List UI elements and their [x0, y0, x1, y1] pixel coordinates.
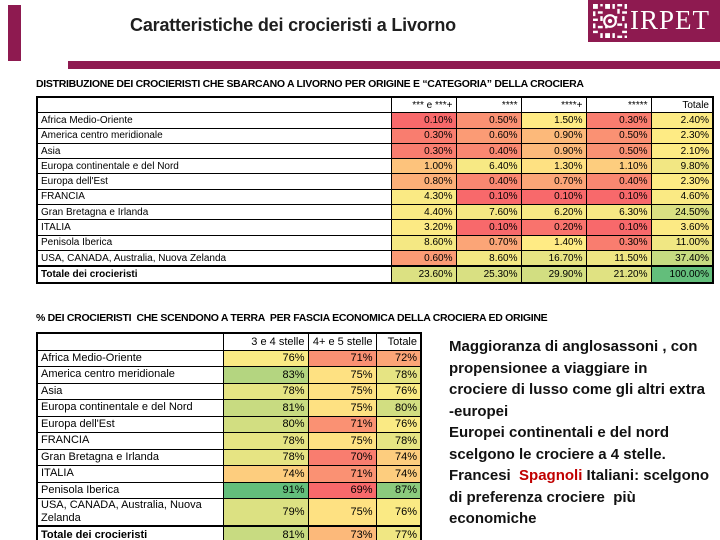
- table-row: [37, 383, 421, 400]
- value-cell: 0.30%: [586, 113, 651, 128]
- distribution-by-category-table: [36, 96, 714, 284]
- notes-segment: di preferenza crociere più: [449, 488, 636, 506]
- value-cell: 0.40%: [456, 143, 521, 158]
- value-cell: 0.30%: [586, 235, 651, 250]
- value-cell: 71%: [308, 350, 376, 367]
- value-cell: 71%: [308, 416, 376, 433]
- value-cell: 6.40%: [456, 159, 521, 174]
- table2-title: % DEI CROCIERISTI CHE SCENDONO A TERRA PER FASCIA ECONOMICA DELLA CROCIERA ED ORIGINE: [36, 312, 548, 324]
- value-cell: 0.10%: [586, 189, 651, 204]
- column-header: 4+ e 5 stelle: [308, 333, 376, 350]
- table1-title: DISTRIBUZIONE DEI CROCIERISTI CHE SBARCANO A LIVORNO PER ORIGINE E “CATEGORIA” DELLA CROCIERA: [36, 78, 584, 90]
- value-cell: 6.20%: [521, 205, 586, 220]
- row-label: Gran Bretagna e Irlanda: [37, 449, 223, 466]
- value-cell: 1.40%: [521, 235, 586, 250]
- value-cell: 76%: [376, 499, 421, 527]
- value-cell: 74%: [223, 466, 308, 483]
- value-cell: 75%: [308, 433, 376, 450]
- irpet-logo: [588, 0, 720, 42]
- row-label: FRANCIA: [37, 433, 223, 450]
- value-cell: 0.50%: [456, 113, 521, 128]
- column-header: [37, 333, 223, 350]
- row-label: Penisola Iberica: [37, 482, 223, 499]
- table-row: [37, 433, 421, 450]
- column-header: *****: [586, 97, 651, 113]
- value-cell: 2.40%: [651, 113, 713, 128]
- value-cell: 78%: [376, 433, 421, 450]
- table-row: [37, 367, 421, 384]
- value-cell: 0.80%: [391, 174, 456, 189]
- value-cell: 0.50%: [586, 143, 651, 158]
- value-cell: 76%: [223, 350, 308, 367]
- value-cell: 9.80%: [651, 159, 713, 174]
- row-label: Penisola Iberica: [37, 235, 391, 250]
- notes-line: [449, 379, 720, 401]
- value-cell: 0.40%: [586, 174, 651, 189]
- value-cell: 0.40%: [456, 174, 521, 189]
- table-row: [37, 499, 421, 527]
- notes-segment: scelgono le crociere a 4 stelle.: [449, 445, 666, 463]
- value-cell: 74%: [376, 466, 421, 483]
- row-label: America centro meridionale: [37, 128, 391, 143]
- table-row: [37, 250, 713, 266]
- value-cell: 23.60%: [391, 266, 456, 282]
- notes-segment: Francesi: [449, 467, 520, 484]
- notes-line: [449, 422, 720, 444]
- row-label: Africa Medio-Oriente: [37, 350, 223, 367]
- value-cell: 16.70%: [521, 250, 586, 266]
- value-cell: 78%: [223, 449, 308, 466]
- value-cell: 0.10%: [456, 189, 521, 204]
- notes-line: [449, 465, 720, 487]
- value-cell: 70%: [308, 449, 376, 466]
- value-cell: 75%: [308, 383, 376, 400]
- value-cell: 83%: [223, 367, 308, 384]
- value-cell: 0.10%: [521, 189, 586, 204]
- value-cell: 75%: [308, 499, 376, 527]
- value-cell: 81%: [223, 526, 308, 540]
- value-cell: 0.30%: [391, 128, 456, 143]
- row-label: Africa Medio-Oriente: [37, 113, 391, 128]
- column-header: ****: [456, 97, 521, 113]
- value-cell: 71%: [308, 466, 376, 483]
- row-label: FRANCIA: [37, 189, 391, 204]
- table-row: [37, 400, 421, 417]
- column-header: Totale: [376, 333, 421, 350]
- value-cell: 29.90%: [521, 266, 586, 282]
- row-label: ITALIA: [37, 220, 391, 235]
- table-row: [37, 350, 421, 367]
- value-cell: 76%: [376, 416, 421, 433]
- value-cell: 78%: [223, 383, 308, 400]
- value-cell: 81%: [223, 400, 308, 417]
- value-cell: 0.50%: [586, 128, 651, 143]
- value-cell: 75%: [308, 367, 376, 384]
- value-cell: 78%: [223, 433, 308, 450]
- row-label: Asia: [37, 383, 223, 400]
- table-row: [37, 189, 713, 204]
- row-label: America centro meridionale: [37, 367, 223, 384]
- value-cell: 100.00%: [651, 266, 713, 282]
- value-cell: 79%: [223, 499, 308, 527]
- value-cell: 4.60%: [651, 189, 713, 204]
- notes-line: [449, 508, 720, 530]
- value-cell: 0.90%: [521, 128, 586, 143]
- value-cell: 73%: [308, 526, 376, 540]
- table-row: [37, 159, 713, 174]
- row-label: Gran Bretagna e Irlanda: [37, 205, 391, 220]
- value-cell: 80%: [223, 416, 308, 433]
- value-cell: 2.10%: [651, 143, 713, 158]
- value-cell: 21.20%: [586, 266, 651, 282]
- value-cell: 77%: [376, 526, 421, 540]
- value-cell: 0.70%: [456, 235, 521, 250]
- irpet-logo-text: IRPET: [630, 4, 711, 35]
- value-cell: 0.60%: [456, 128, 521, 143]
- shore-visit-percentage-table: [36, 332, 422, 540]
- table-row: [37, 174, 713, 189]
- column-header: [37, 97, 391, 113]
- notes-segment: propensionee a viaggiare in: [449, 359, 648, 377]
- notes-line: [449, 336, 720, 358]
- value-cell: 0.60%: [391, 250, 456, 266]
- notes-segment: Maggioranza di anglosassoni , con: [449, 338, 698, 355]
- value-cell: 69%: [308, 482, 376, 499]
- value-cell: 8.60%: [391, 235, 456, 250]
- value-cell: 8.60%: [456, 250, 521, 266]
- notes-text: [449, 336, 720, 530]
- value-cell: 3.20%: [391, 220, 456, 235]
- row-label: USA, CANADA, Australia, Nuova Zelanda: [37, 499, 223, 527]
- value-cell: 0.90%: [521, 143, 586, 158]
- column-header: Totale: [651, 97, 713, 113]
- value-cell: 1.00%: [391, 159, 456, 174]
- value-cell: 2.30%: [651, 128, 713, 143]
- row-label: Asia: [37, 143, 391, 158]
- value-cell: 91%: [223, 482, 308, 499]
- value-cell: 74%: [376, 449, 421, 466]
- table-row: [37, 128, 713, 143]
- value-cell: 4.40%: [391, 205, 456, 220]
- notes-segment: Europei continentali e del nord: [449, 424, 670, 441]
- value-cell: 0.30%: [391, 143, 456, 158]
- value-cell: 4.30%: [391, 189, 456, 204]
- value-cell: 78%: [376, 367, 421, 384]
- notes-line: [449, 358, 720, 380]
- row-label: Europa continentale e del Nord: [37, 400, 223, 417]
- column-header: 3 e 4 stelle: [223, 333, 308, 350]
- slide-title: Caratteristiche dei crocieristi a Livorno: [130, 15, 456, 35]
- notes-highlight: Spagnoli: [519, 467, 583, 484]
- value-cell: 2.30%: [651, 174, 713, 189]
- value-cell: 11.00%: [651, 235, 713, 250]
- value-cell: 3.60%: [651, 220, 713, 235]
- value-cell: 25.30%: [456, 266, 521, 282]
- row-label: Totale dei crocieristi: [37, 266, 391, 282]
- row-label: ITALIA: [37, 466, 223, 483]
- value-cell: 6.30%: [586, 205, 651, 220]
- column-header: *** e ***+: [391, 97, 456, 113]
- row-label: Europa dell'Est: [37, 174, 391, 189]
- table-row: [37, 220, 713, 235]
- value-cell: 0.10%: [456, 220, 521, 235]
- value-cell: 80%: [376, 400, 421, 417]
- table-row: [37, 466, 421, 483]
- notes-segment: Italiani: scelgono: [582, 467, 710, 484]
- value-cell: 72%: [376, 350, 421, 367]
- irpet-qr-icon: [593, 4, 627, 38]
- row-label: Europa dell'Est: [37, 416, 223, 433]
- table-row: [37, 416, 421, 433]
- notes-line: [449, 487, 720, 509]
- notes-line: [449, 401, 720, 423]
- value-cell: 37.40%: [651, 250, 713, 266]
- value-cell: 76%: [376, 383, 421, 400]
- value-cell: 1.50%: [521, 113, 586, 128]
- value-cell: 24.50%: [651, 205, 713, 220]
- notes-segment: -europei: [449, 402, 509, 420]
- value-cell: 87%: [376, 482, 421, 499]
- header-row: [37, 333, 421, 350]
- value-cell: 0.10%: [586, 220, 651, 235]
- notes-segment: crociere di lusso come gli altri extra: [449, 381, 705, 398]
- table-row: [37, 266, 713, 282]
- row-label: Europa continentale e del Nord: [37, 159, 391, 174]
- table-row: [37, 205, 713, 220]
- value-cell: 1.10%: [586, 159, 651, 174]
- value-cell: 11.50%: [586, 250, 651, 266]
- row-label: Totale dei crocieristi: [37, 526, 223, 540]
- notes-segment: economiche: [449, 510, 537, 527]
- header-row: [37, 97, 713, 113]
- value-cell: 1.30%: [521, 159, 586, 174]
- row-label: USA, CANADA, Australia, Nuova Zelanda: [37, 250, 391, 266]
- table-row: [37, 482, 421, 499]
- table-row: [37, 449, 421, 466]
- column-header: ****+: [521, 97, 586, 113]
- value-cell: 0.70%: [521, 174, 586, 189]
- value-cell: 75%: [308, 400, 376, 417]
- table-row: [37, 526, 421, 540]
- value-cell: 7.60%: [456, 205, 521, 220]
- value-cell: 0.20%: [521, 220, 586, 235]
- table-row: [37, 235, 713, 250]
- notes-line: [449, 444, 720, 466]
- accent-bar-horizontal: [68, 61, 720, 69]
- table-row: [37, 113, 713, 128]
- table-row: [37, 143, 713, 158]
- value-cell: 0.10%: [391, 113, 456, 128]
